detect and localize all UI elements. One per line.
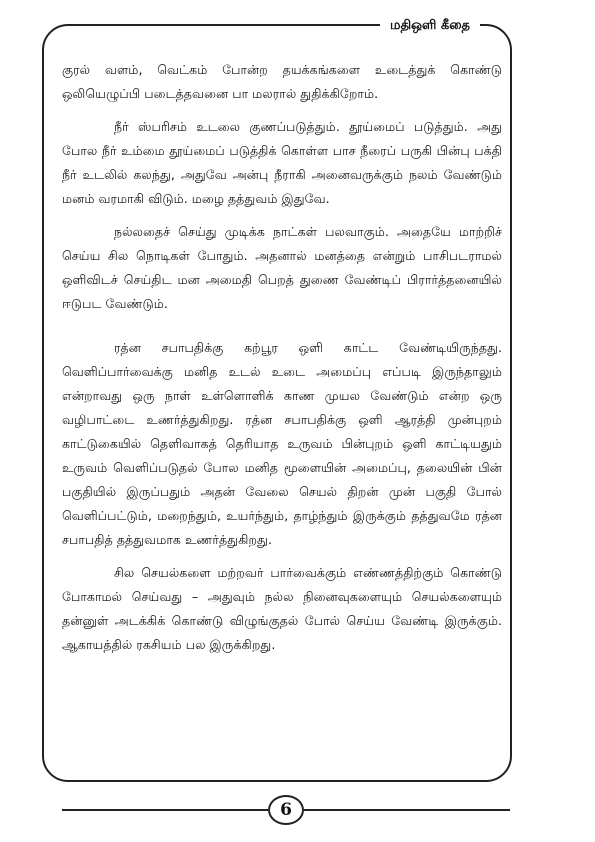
footer-rule-left — [62, 809, 268, 811]
paragraph-4: ரத்ன சபாபதிக்கு கற்பூர ஒளி காட்ட வேண்டியிருந்தது. வெளிப்பார்வைக்கு மனித உடல் உடை அமைப்பு எப்படி இருந்தாலும் என்றாவது ஒரு நாள் உள்ளொளிக் காண முயல வேண்டும் என்ற ஒரு வழிபாட்டை உணர்த்துகிறது. ரத்ன சபாபதிக்கு ஒளி ஆரத்தி முன்புறம் காட்டுகையில் தெளிவாகத் தெரியாத உருவம் பின்புறம் ஒளி காட்டியதும் உருவம் வெளிப்படுதல் போல மனித மூளையின் அமைப்பு, தலையின் பின் பகுதியில் இருப்பதும் அதன் வேலை செயல் திறன் முன் பகுதி போல் வெளிப்பட்டும், மறைந்தும், உயர்ந்தும், தாழ்ந்தும் இருக்கும் தத்துவமே ரத்ன சபாபதித் தத்துவமாக உணர்த்துகிறது. — [62, 340, 502, 547]
page-body — [62, 58, 502, 666]
paragraph-5: சில செயல்களை மற்றவர் பார்வைக்கும் எண்ணத்திற்கும் கொண்டு போகாமல் செய்வது – அதுவும் நல்ல நினைவுகளையும் செயல்களையும் தன்னுள் அடக்கிக் கொண்டு விழுங்குதல் போல் செய்ய வேண்டி இருக்கும். ஆகாயத்தில் ரகசியம் பல இருக்கிறது. — [62, 565, 502, 652]
running-header-title: மதிஒளி கீதை — [380, 14, 480, 38]
paragraph-2: நீர் ஸ்பரிசம் உடலை குணப்படுத்தும். தூய்மைப் படுத்தும். அது போல நீர் உம்மை தூய்மைப் படுத்திக் கொள்ள பாச நீரைப் பருகி பின்பு பக்தி நீர் உடலில் கலந்து, அதுவே அன்பு நீராகி அனைவருக்கும் நலம் வேண்டும் மனம் வரமாகி விடும். மழை தத்துவம் இதுவே. — [62, 119, 502, 206]
footer-rule-right — [304, 809, 510, 811]
paragraph-1: குரல் வளம், வெட்கம் போன்ற தயக்கங்களை உடைத்துக் கொண்டு ஒலியெழுப்பி படைத்தவனை பா மலரால் துதிக்கிறோம். — [62, 62, 502, 101]
paragraph-3: நல்லதைச் செய்து முடிக்க நாட்கள் பலவாகும். அதையே மாற்றிச் செய்ய சில நொடிகள் போதும். அதனால் மனத்தை என்றும் பாசிபடராமல் ஒளிவிடச் செய்திட மன அமைதி பெறத் துணை வேண்டிப் பிரார்த்தனையில் ஈடுபட வேண்டும். — [62, 224, 502, 311]
page-number: 6 — [268, 795, 304, 825]
